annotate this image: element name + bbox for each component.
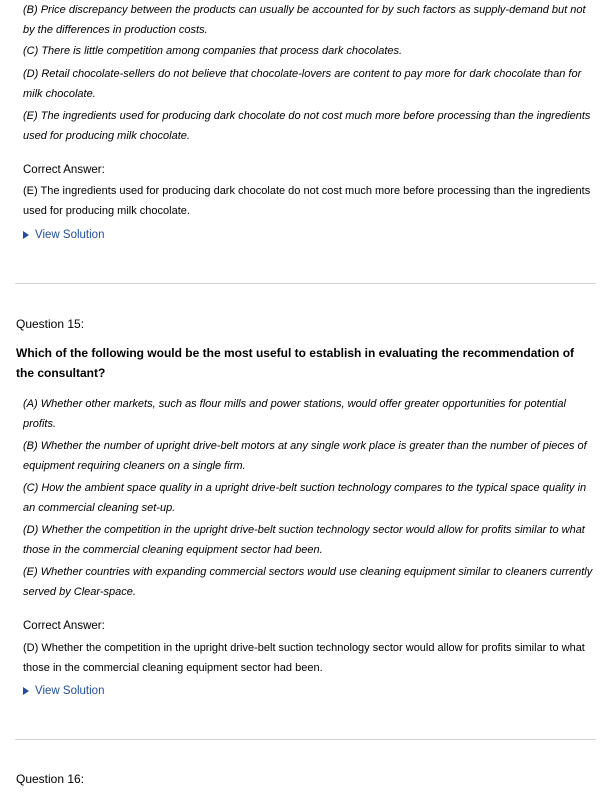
q14-correct-answer-label: Correct Answer: [23, 164, 105, 176]
q14-option-c: (C) There is little competition among companies that process dark chocolates. [23, 45, 403, 57]
q14-option-d: (D) Retail chocolate-sellers do not believe that chocolate-lovers are content to pay more for dark chocolate than for milk chocolate. [23, 68, 582, 100]
expand-triangle-icon [23, 687, 29, 695]
view-solution-label: View Solution [35, 229, 105, 241]
q14-correct-answer: (E) The ingredients used for producing dark chocolate do not cost much more before processing than the ingredients used for producing milk chocolate. [23, 185, 591, 217]
q16-label: Question 16: [16, 772, 85, 786]
view-solution-label: View Solution [35, 685, 105, 697]
section-divider [15, 283, 596, 284]
section-divider [15, 739, 596, 740]
q15-option-a: (A) Whether other markets, such as flour mills and power stations, would offer greater opportunities for potential profits. [23, 398, 566, 430]
q15-option-d: (D) Whether the competition in the upright drive-belt suction technology sector would allow for profits similar to what those in the commercial cleaning equipment sector had been. [23, 524, 585, 556]
q14-option-b: (B) Price discrepancy between the products can usually be accounted for by such factors as supply-demand but not by the differences in production costs. [23, 4, 586, 36]
q15-option-c: (C) How the ambient space quality in a upright drive-belt suction technology compares to the typical space quality in an commercial cleaning set-up. [23, 482, 587, 514]
q15-label: Question 15: [16, 317, 85, 331]
q14-option-e: (E) The ingredients used for producing dark chocolate do not cost much more before processing than the ingredients used for producing milk chocolate. [23, 110, 591, 142]
q15-view-solution-link[interactable] [23, 683, 104, 699]
q15-option-e: (E) Whether countries with expanding commercial sectors would use cleaning equipment similar to cleaners currently served by Clear-space. [23, 566, 593, 598]
q15-correct-answer-label: Correct Answer: [23, 620, 105, 632]
q15-question-text: Which of the following would be the most useful to establish in evaluating the recommendation of the consultant? [16, 346, 575, 380]
q14-view-solution-link[interactable] [23, 227, 104, 243]
q15-correct-answer: (D) Whether the competition in the upright drive-belt suction technology sector would allow for profits similar to what those in the commercial cleaning equipment sector had been. [23, 642, 585, 674]
expand-triangle-icon [23, 231, 29, 239]
q15-option-b: (B) Whether the number of upright drive-belt motors at any single work place is greater than the number of pieces of equipment requiring cleaners on a single firm. [23, 440, 587, 472]
